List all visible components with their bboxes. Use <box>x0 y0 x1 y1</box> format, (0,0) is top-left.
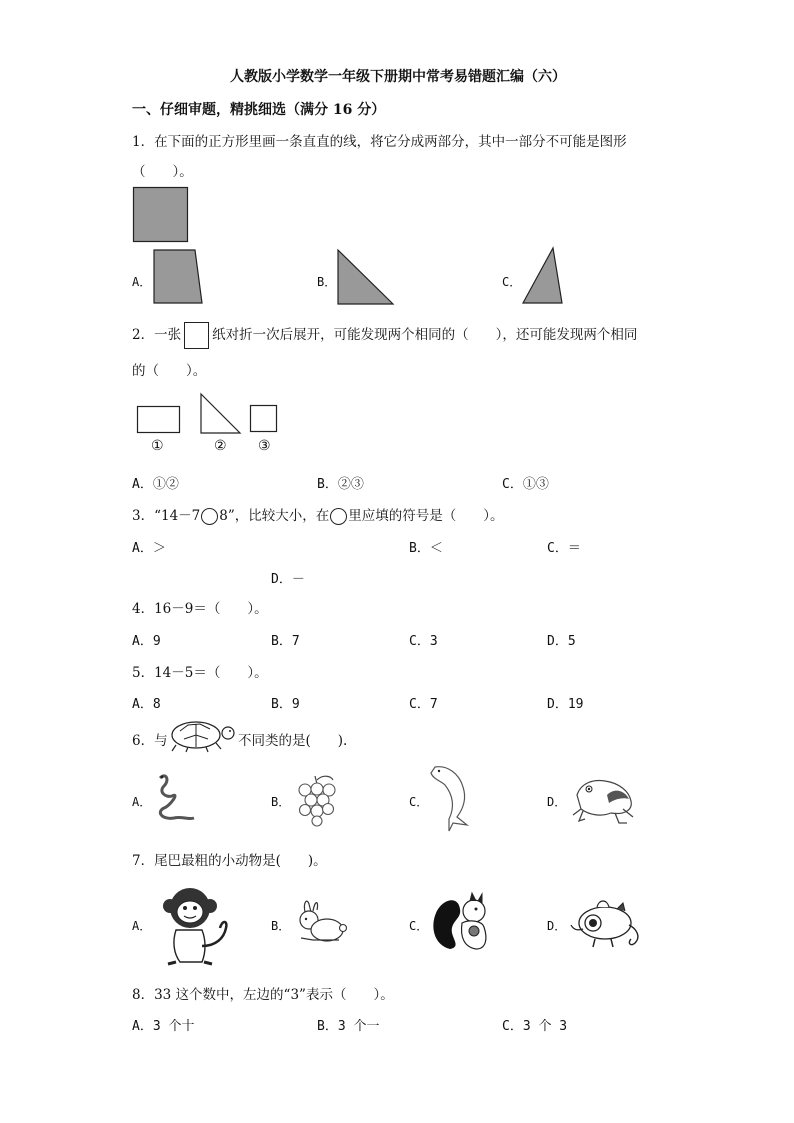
q3-text: 3．“14－7 8”，比较大小，在 里应填的符号是（ ）。 <box>132 508 504 524</box>
q2-shape-label-3: ③ <box>258 438 271 454</box>
q4-option-a[interactable]: A．9 <box>132 634 161 649</box>
q2-shape-label-1: ① <box>151 438 164 454</box>
q6-option-c[interactable]: C． <box>409 795 429 809</box>
q2-square-shape <box>250 405 278 433</box>
page-title: 人教版小学数学一年级下册期中常考易错题汇编（六） <box>230 69 566 85</box>
q8-option-b[interactable]: B．3 个一 <box>317 1019 380 1034</box>
q7-option-c[interactable]: C． <box>409 919 429 933</box>
q5-option-b[interactable]: B．9 <box>271 697 300 712</box>
q3-circle-icon <box>330 508 347 525</box>
dolphin-icon <box>427 763 479 833</box>
q3-blank-circle-icon <box>201 508 218 525</box>
q1-option-a[interactable]: A． <box>132 275 152 289</box>
q1-option-c[interactable]: C． <box>502 275 522 289</box>
q5-option-d[interactable]: D．19 <box>547 697 584 712</box>
q5-option-c[interactable]: C．7 <box>409 697 438 712</box>
q2-shape-label-2: ② <box>214 438 227 454</box>
q8-option-c[interactable]: C．3 个 3 <box>502 1019 568 1034</box>
mouse-icon <box>569 895 643 955</box>
turtle-icon <box>166 717 236 753</box>
q1-acute-triangle-shape <box>522 247 564 305</box>
q6-option-a[interactable]: A． <box>132 795 152 809</box>
q6-text-b: 不同类的是( ). <box>238 733 348 749</box>
q8-option-a[interactable]: A．3 个十 <box>132 1019 195 1034</box>
q5-text: 5．14－5＝（ ）。 <box>132 665 268 681</box>
q4-text: 4．16－9＝（ ）。 <box>132 601 268 617</box>
q2-inline-square-icon <box>184 322 209 349</box>
q6-option-d[interactable]: D． <box>547 795 567 809</box>
q3-option-c[interactable]: C．＝ <box>547 541 581 556</box>
q2-option-b[interactable]: B．②③ <box>317 477 364 492</box>
q1-trapezoid-shape <box>153 249 205 305</box>
q6-text-a: 6．与 <box>132 733 168 749</box>
q2-text-line1: 2．一张 纸对折一次后展开，可能发现两个相同的（ ），还可能发现两个相同 <box>132 322 637 349</box>
q1-text-line2: （ ）。 <box>132 164 193 180</box>
q3-option-a[interactable]: A．＞ <box>132 541 166 556</box>
q1-text-line1: 1．在下面的正方形里画一条直直的线，将它分成两部分，其中一部分不可能是图形 <box>132 134 627 150</box>
q3-option-b[interactable]: B．＜ <box>409 541 443 556</box>
frog-icon <box>571 773 637 827</box>
q2-option-a[interactable]: A．①② <box>132 477 179 492</box>
q4-option-c[interactable]: C．3 <box>409 634 438 649</box>
q7-option-d[interactable]: D． <box>547 919 567 933</box>
rabbit-icon <box>293 898 349 944</box>
q3-option-d[interactable]: D．－ <box>271 572 305 587</box>
grapes-icon <box>293 774 341 826</box>
monkey-icon <box>160 884 232 968</box>
section-heading: 一、仔细审题，精挑细选（满分 16 分） <box>132 102 386 118</box>
q1-option-b[interactable]: B． <box>317 275 337 289</box>
squirrel-icon <box>430 891 496 953</box>
snake-icon <box>152 772 198 824</box>
q6-option-b[interactable]: B． <box>271 795 291 809</box>
q8-text: 8．33 这个数中，左边的“3”表示（ ）。 <box>132 987 394 1003</box>
q5-option-a[interactable]: A．8 <box>132 697 161 712</box>
q7-text: 7．尾巴最粗的小动物是( )。 <box>132 853 327 869</box>
q2-triangle-shape <box>200 393 242 435</box>
q7-option-a[interactable]: A． <box>132 919 152 933</box>
q2-option-c[interactable]: C．①③ <box>502 477 549 492</box>
q1-right-triangle-shape <box>337 249 395 305</box>
q4-option-b[interactable]: B．7 <box>271 634 300 649</box>
q1-square-figure <box>133 187 189 243</box>
q4-option-d[interactable]: D．5 <box>547 634 576 649</box>
q2-text-line2: 的（ ）。 <box>132 363 207 379</box>
q7-option-b[interactable]: B． <box>271 919 291 933</box>
q2-rectangle-shape <box>137 406 181 434</box>
